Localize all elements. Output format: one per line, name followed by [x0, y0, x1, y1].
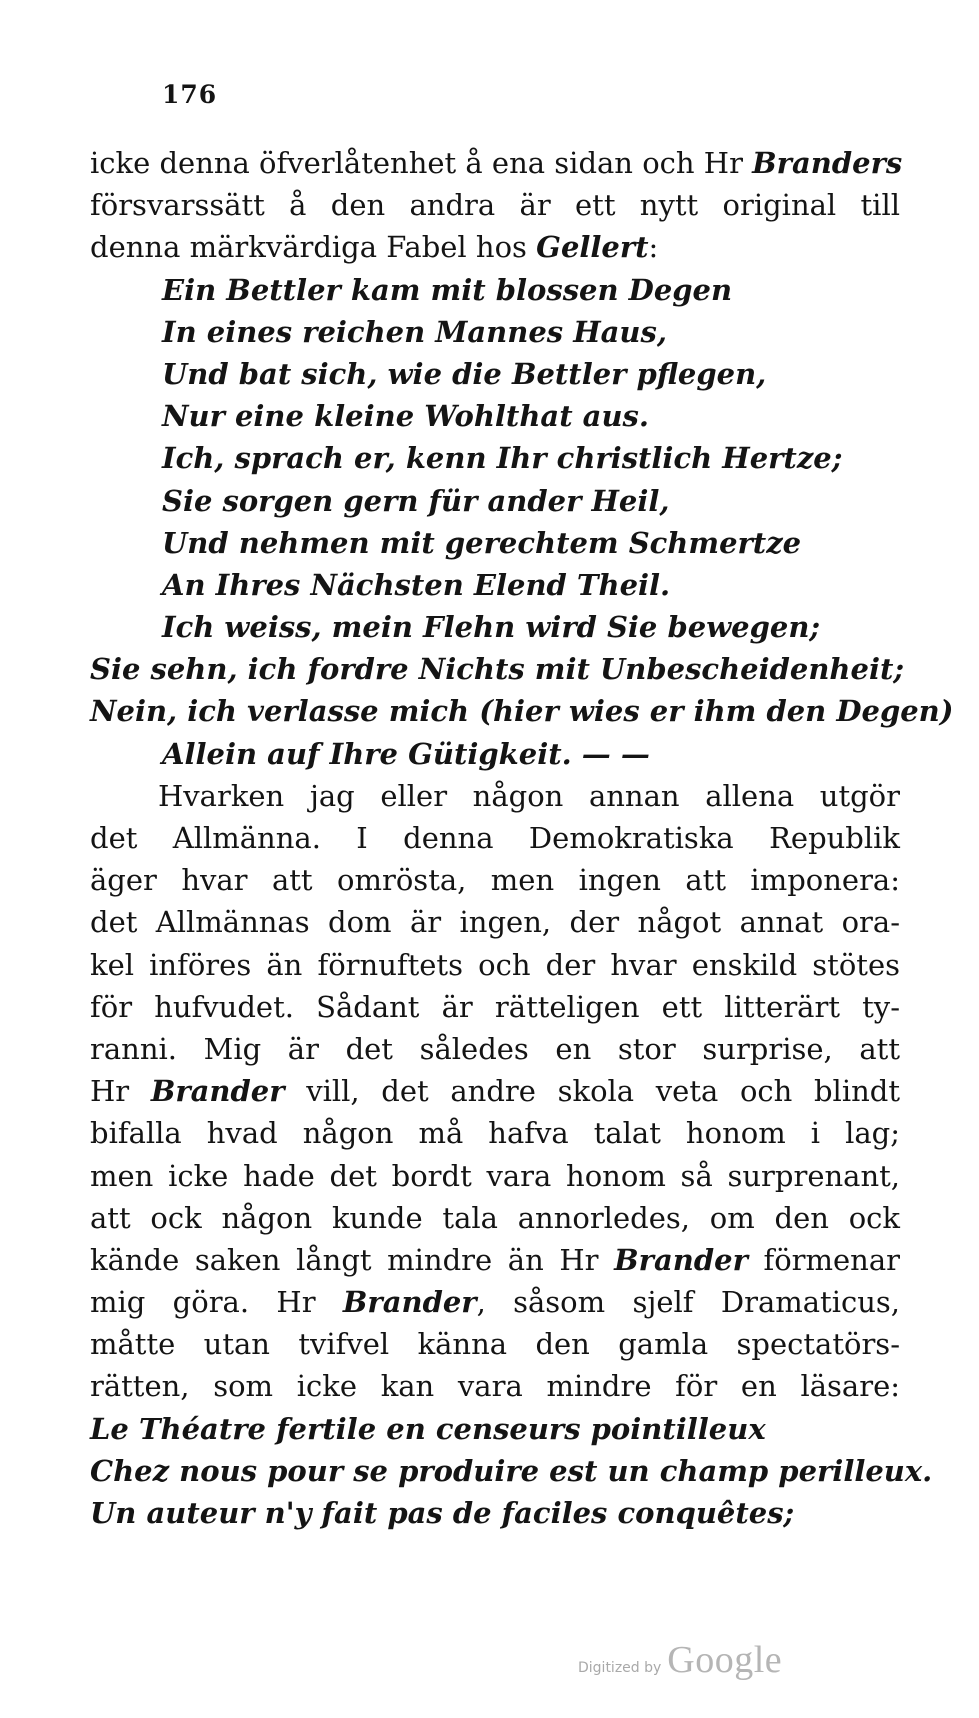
- text-line: ranni. Mig är det således en stor surprise, att: [90, 1031, 900, 1066]
- verse-line: Und bat sich, wie die Bettler pflegen,: [162, 356, 767, 391]
- name-span: Brander: [614, 1242, 748, 1277]
- text-line: försvarssätt å den andra är ett nytt original till: [90, 188, 900, 223]
- text-line: för hufvudet. Sådant är rätteligen ett litterärt ty-: [90, 989, 900, 1024]
- digitized-watermark: [578, 1638, 782, 1682]
- text-line: att ock någon kunde tala annorledes, om den ock: [90, 1200, 900, 1235]
- text-line: det Allmänna. I denna Demokratiska Republik: [90, 821, 900, 855]
- text-line: [90, 1239, 900, 1281]
- verse-line: Chez nous pour se produire est un champ perilleux.: [90, 1453, 933, 1488]
- name-span: Brander: [342, 1285, 477, 1320]
- page-number: 176: [162, 80, 218, 109]
- verse-line: Sie sorgen gern für ander Heil,: [162, 483, 670, 518]
- text-line: [90, 142, 903, 184]
- verse-line: Ich, sprach er, kenn Ihr christlich Hertze;: [162, 441, 843, 476]
- name-span: Gellert: [536, 230, 649, 265]
- verse-line: In eines reichen Mannes Haus,: [162, 314, 667, 349]
- text-span: mig göra. Hr: [90, 1285, 316, 1320]
- verse-line: Allein auf Ihre Gütigkeit. — —: [162, 736, 650, 771]
- verse-line: Ein Bettler kam mit blossen Degen: [162, 272, 733, 307]
- text-line: måtte utan tvifvel känna den gamla spectatörs-: [90, 1327, 900, 1362]
- google-logo: Google: [667, 1639, 783, 1681]
- verse-line: Un auteur n'y fait pas de faciles conquêtes;: [90, 1496, 795, 1530]
- text-span: kände saken långt mindre än Hr: [90, 1242, 599, 1277]
- text-span: vill, det andre skola veta och blindt: [306, 1074, 901, 1109]
- text-span: denna märkvärdiga Fabel hos: [90, 230, 527, 265]
- text-line: [90, 226, 900, 268]
- verse-line: Nur eine kleine Wohlthat aus.: [162, 399, 649, 434]
- text-line: men icke hade det bordt vara honom så surprenant,: [90, 1158, 900, 1193]
- verse-line: Und nehmen mit gerechtem Schmertze: [162, 525, 802, 560]
- text-line: Hvarken jag eller någon annan allena utgör: [158, 778, 900, 813]
- book-page: [90, 78, 954, 1534]
- text-line: rätten, som icke kan vara mindre för en läsare:: [90, 1369, 900, 1404]
- verse-line: Nein, ich verlasse mich (hier wies er ihm den Degen): [90, 694, 954, 729]
- digitized-by-label: Digitized by: [578, 1660, 662, 1676]
- text-line: kel införes än förnuftets och der hvar enskild stötes: [90, 947, 900, 982]
- name-span: Branders: [752, 146, 903, 180]
- text-line: det Allmännas dom är ingen, der något annat ora-: [90, 905, 900, 940]
- text-line: [90, 1281, 900, 1323]
- verse-line: An Ihres Nächsten Elend Theil.: [162, 567, 671, 602]
- name-span: Brander: [150, 1074, 285, 1109]
- text-span: , såsom sjelf Dramaticus,: [476, 1285, 900, 1320]
- verse-line: Le Théatre fertile en censeurs pointilleux: [90, 1411, 766, 1446]
- text-span: Hr: [90, 1074, 130, 1109]
- text-span: icke denna öfverlåtenhet å ena sidan och Hr: [90, 146, 743, 180]
- text-span: :: [648, 230, 659, 265]
- text-line: äger hvar att omrösta, men ingen att imponera:: [90, 863, 900, 898]
- text-line: bifalla hvad någon må hafva talat honom i lag;: [90, 1116, 900, 1151]
- text-span: förmenar: [763, 1242, 901, 1277]
- text-line: [90, 1070, 900, 1112]
- verse-line: Sie sehn, ich fordre Nichts mit Unbescheidenheit;: [90, 652, 905, 687]
- verse-line: Ich weiss, mein Flehn wird Sie bewegen;: [162, 610, 821, 645]
